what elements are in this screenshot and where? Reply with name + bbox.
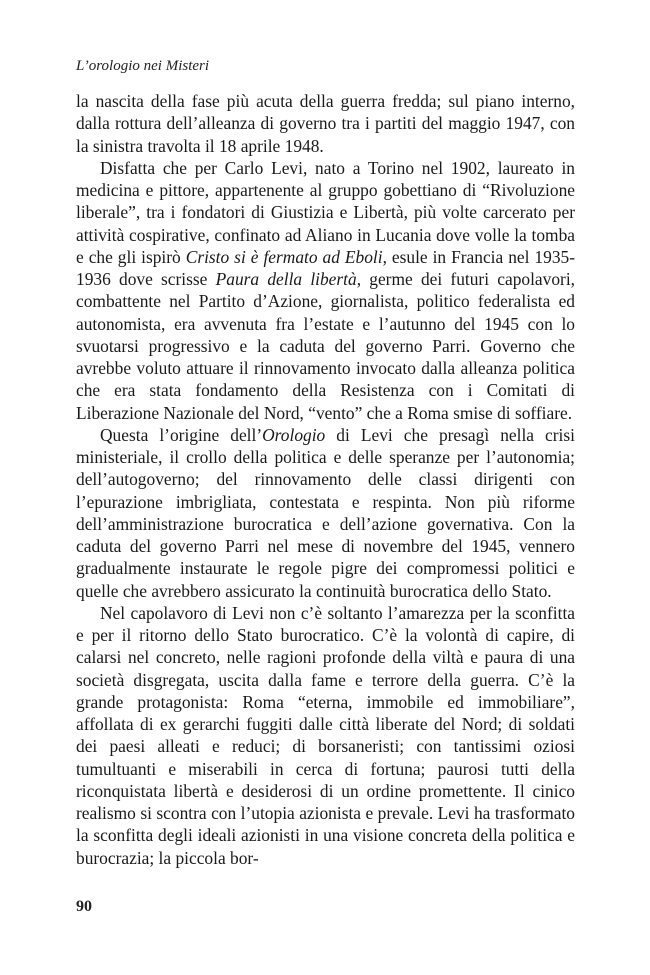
paragraph (76, 157, 575, 424)
italic-title: Orologio (262, 424, 326, 445)
paragraph (76, 90, 575, 157)
italic-title: Paura della libertà (215, 269, 357, 289)
italic-title: Cristo si è fermato ad Eboli (185, 246, 383, 267)
text-run: Disfatta che per Carlo Levi, nato a Torino nel 1902, laureato in medicina e pittore, appartenente al gruppo gobettiano di “Rivoluzione liberale”, tra i fondatori di Giustizia e Libertà, più volte carcerato per attività cospirative, confinato ad Aliano in Lucania dove volle la tomba e che gli ispirò (76, 157, 575, 267)
text-run: Nel capolavoro di Levi non c’è soltanto l’amarezza per la sconfitta e per il ritorno dello Stato burocratico. C’è la volontà di capire, di calarsi nel concreto, nelle ragioni profonde della viltà e paura di una società disgregata, uscita dalla fame e terrore della guerra. C’è la grande protagonista: Roma “eterna, immobile ed immobiliare”, affollata di ex gerarchi fuggiti dalle città liberate del Nord; di soldati dei paesi alleati e reduci; di borsaneristi; con tantissimi oziosi tumultuanti e miserabili in cerca di fortuna; paurosi tutti della riconquistata libertà e desiderosi di un ordine promettente. Il cinico realismo si scontra con l’utopia azionista e prevale. Levi ha trasformato la sconfitta degli ideali azionisti in una visione concreta della politica e burocrazia; la piccola bor- (76, 602, 575, 868)
text-run: la nascita della fase più acuta della guerra fredda; sul piano interno, dalla rottura dell’alleanza di governo tra i partiti del maggio 1947, con la sinistra travolta il 18 aprile 1948. (76, 91, 575, 156)
paragraph (76, 602, 575, 869)
paragraph (76, 424, 575, 602)
text-run: , germe dei futuri capolavori, combattente nel Partito d’Azione, giornalista, politico federalista ed autonomista, era avvenuta fra l’estate e l’autunno del 1945 con lo svuotarsi progressivo e la caduta del governo Parri. Governo che avrebbe voluto attuare il rinnovamento invocato dalla alleanza politica che era stata fondamento della Resistenza con i Comitati di Liberazione Nazionale del Nord, “vento” che a Roma smise di soffiare. (76, 269, 576, 423)
running-head: L’orologio nei Misteri (76, 58, 210, 74)
body-text (76, 90, 575, 869)
text-run: di Levi che presagì nella crisi ministeriale, il crollo della politica e delle speranze per l’autonomia; dell’autogoverno; del rinnovamento delle classi dirigenti con l’epurazione imbrigliata, contestata e respinta. Non più riforme dell’amministrazione burocratica e dell’azione governativa. Con la caduta del governo Parri nel mese di novembre del 1945, vennero gradualmente instaurate le regole pigre dei compromessi politici e quelle che avrebbero assicurato la continuità burocratica dello Stato. (76, 424, 575, 601)
page-number: 90 (76, 898, 92, 915)
text-run: , esule in Francia nel 1935-1936 dove scrisse (76, 246, 575, 289)
text-run: Questa l’origine dell’ (100, 424, 263, 445)
